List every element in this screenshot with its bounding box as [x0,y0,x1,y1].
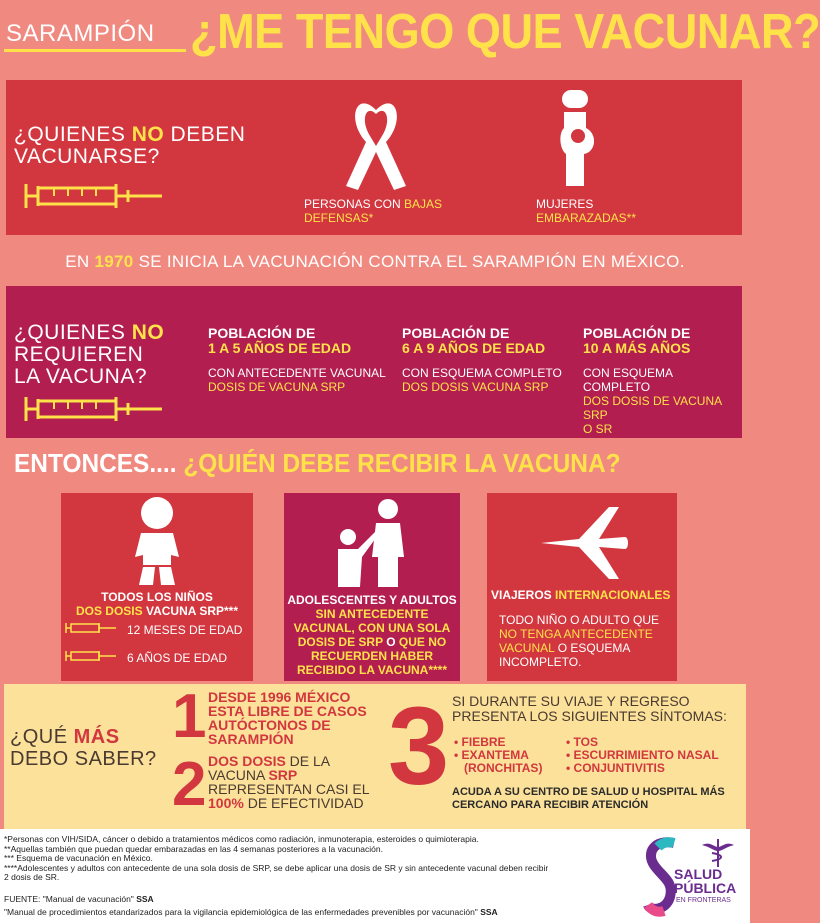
population-col-3: POBLACIÓN DE 10 A MÁS AÑOS CON ESQUEMA COMPLETO DOS DOSIS DE VACUNA SRP O SR [583,325,722,436]
page-title: ¿ME TENGO QUE VACUNAR? [190,5,820,59]
fact-1-text: DESDE 1996 MÉXICO ESTA LIBRE DE CASOS AUTÓCTONOS DE SARAMPIÓN [208,689,367,747]
fact-3-number: 3 [388,685,450,808]
logo-salud-publica [644,837,746,917]
bajas-defensas-label: PERSONAS CON BAJAS DEFENSAS* [304,197,443,225]
sources: FUENTE: "Manual de vacunación" SSA "Manual de procedimientos etandarizados para la vigilancia epidemiológica de las enfermedades prevenibles por vacunación" SSA [4,894,498,917]
card3-text: TODO NIÑO O ADULTO QUE NO TENGA ANTECEDENTE VACUNAL O ESQUEMA INCOMPLETO. [499,613,660,669]
syringe-icon [65,649,117,663]
card-viajeros [487,493,677,681]
baby-icon [127,495,187,587]
fact-1-number: 1 [172,682,207,751]
logo-caduceus [700,839,736,867]
parent-child-icon [328,497,420,587]
topic-label: SARAMPIÓN [6,20,155,47]
logo-text-fronteras: EN FRONTERAS [676,897,731,904]
airplane-icon [539,503,629,583]
card-todos-ninos [61,493,253,681]
panel-que-mas-saber [4,684,746,829]
no-deben-question: ¿QUIENES NO DEBEN VACUNARSE? [14,123,246,168]
pregnant-woman-icon [550,90,600,186]
fact-3-text: SI DURANTE SU VIAJE Y REGRESO PRESENTA LOS SIGUIENTES SÍNTOMAS: [452,693,727,724]
topic-underline [4,49,186,52]
panel-no-requieren [6,286,742,438]
awareness-ribbon-icon [336,90,416,190]
panel-no-deben [6,80,742,235]
dose-12-meses: 12 MESES DE EDAD [127,623,243,637]
fact-2-number: 2 [172,750,207,819]
logo-text-publica: PÚBLICA [674,880,737,896]
card1-title: TODOS LOS NIÑOS DOS DOSIS VACUNA SRP*** [75,590,239,618]
fact-3-action: ACUDA A SU CENTRO DE SALUD U HOSPITAL MÁS CERCANO PARA RECIBIR ATENCIÓN [452,786,725,811]
no-requieren-question: ¿QUIENES NO REQUIEREN LA VACUNA? [14,321,165,388]
syringe-icon [24,178,164,214]
card-adolescentes-adultos [284,493,460,681]
footnotes: *Personas con VIH/SIDA, cáncer o debido a tratamientos médicos como radiación, inmunoterapia, esteroides o quimioterapia. **Aquellas también que puedan quedar embarazadas en las 4 semanas posteriores a la vacunación. *** Esquema de vacunación en México. ****Adolescentes y adultos con antecedente de una sola dosis de SRP, se debe aplicar una dosis de SR y sin antecedente vacunal deben recibir 2 dosis de SR. [4,834,549,882]
entonces-heading: ENTONCES.... ¿QUIÉN DEBE RECIBIR LA VACUNA? [14,448,621,478]
syringe-icon [65,621,117,635]
population-col-2: POBLACIÓN DE 6 A 9 AÑOS DE EDAD CON ESQUEMA COMPLETO DOS DOSIS VACUNA SRP [402,325,562,394]
embarazadas-label: MUJERES EMBARAZADAS** [536,197,637,225]
symptoms-right: • TOS • ESCURRIMIENTO NASAL • CONJUNTIVITIS [566,735,719,775]
dose-6-anos: 6 AÑOS DE EDAD [127,651,228,665]
card3-title: VIAJEROS INTERNACIONALES [491,588,671,602]
logo-text-salud: SALUD [674,866,723,882]
footer [0,829,750,923]
vaccination-start-year: EN 1970 SE INICIA LA VACUNACIÓN CONTRA EL SARAMPIÓN EN MÉXICO. [65,252,685,271]
fact-2-text: DOS DOSIS DE LA VACUNA SRP REPRESENTAN CASI EL 100% DE EFECTIVIDAD [208,753,370,811]
saber-question: ¿QUÉ MÁS DEBO SABER? [10,726,157,770]
card2-text: ADOLESCENTES Y ADULTOS SIN ANTECEDENTE VACUNAL, CON UNA SOLA DOSIS DE SRP O QUE NO RECUERDEN HABER RECIBIDO LA VACUNA**** [287,593,457,677]
population-col-1: POBLACIÓN DE 1 A 5 AÑOS DE EDAD CON ANTECEDENTE VACUNAL DOSIS DE VACUNA SRP [208,325,386,394]
symptoms-left: • FIEBRE • EXANTEMA (RONCHITAS) [454,735,543,775]
syringe-icon [24,391,164,427]
